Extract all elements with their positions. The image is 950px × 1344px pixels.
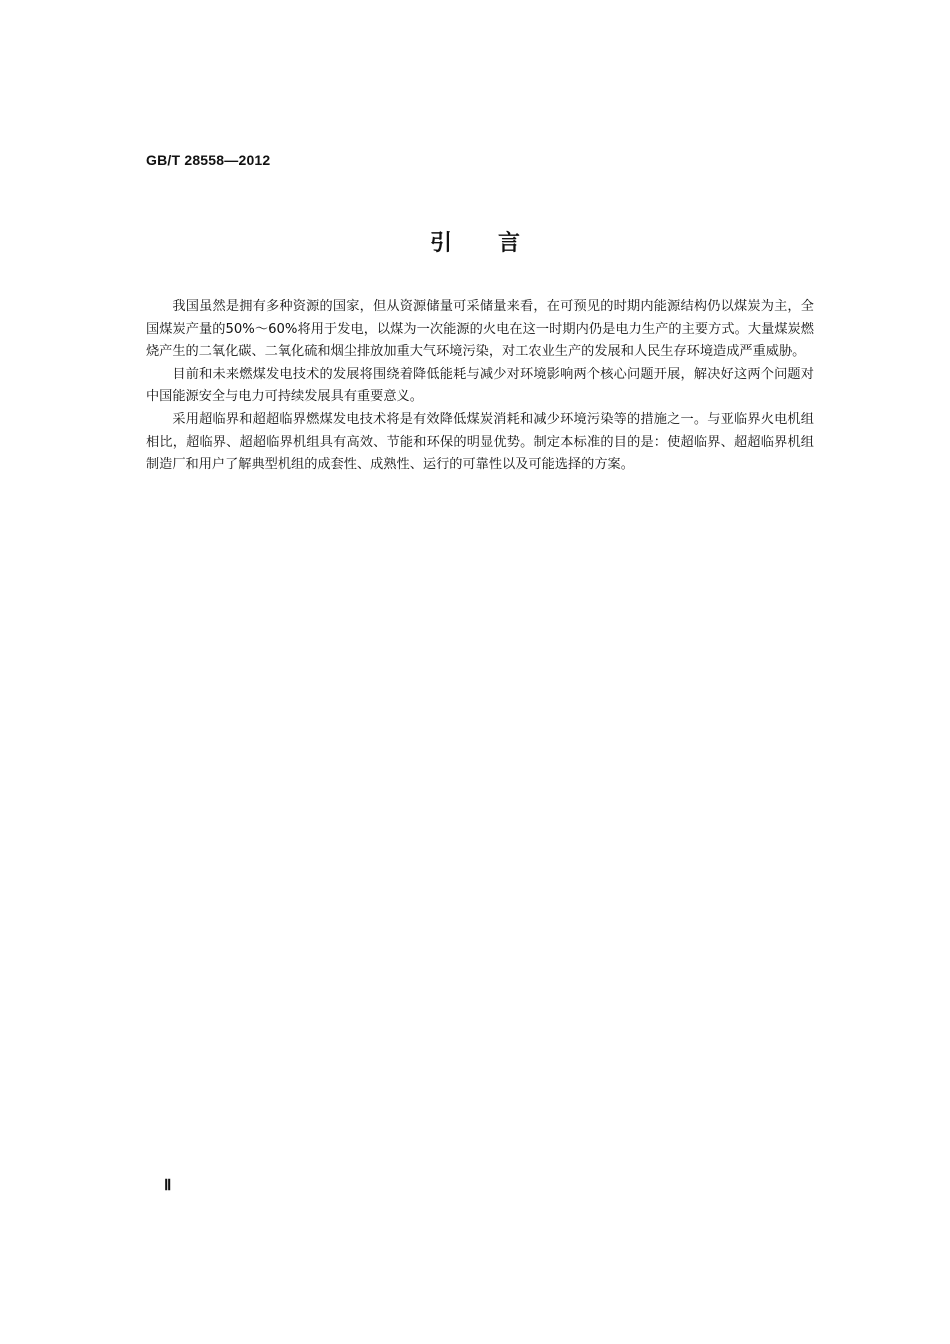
section-title: 引言: [429, 231, 566, 256]
paragraph-3: 采用超临界和超超临界燃煤发电技术将是有效降低煤炭消耗和减少环境污染等的措施之一。与亚临界火电机组相比，超临界、超超临界机组具有高效、节能和环保的明显优势。制定本标准的目的是：使超临界、超超临界机组制造厂和用户了解典型机组的成套性、成熟性、运行的可靠性以及可能选择的方案。: [146, 411, 814, 473]
paragraph-1: 我国虽然是拥有多种资源的国家，但从资源储量可采储量来看，在可预见的时期内能源结构仍以煤炭为主，全国煤炭产量的50%～60%将用于发电，以煤为一次能源的火电在这一时期内仍是电力生产的主要方式。大量煤炭燃烧产生的二氧化碳、二氧化硫和烟尘排放加重大气环境污染，对工农业生产的发展和人民生存环境造成严重威胁。: [146, 299, 814, 360]
body-text: [146, 296, 814, 477]
page-number: Ⅱ: [164, 1178, 172, 1194]
standard-code: GB/T 28558—2012: [146, 152, 271, 168]
paragraph-2: 目前和未来燃煤发电技术的发展将围绕着降低能耗与减少对环境影响两个核心问题开展，解决好这两个问题对中国能源安全与电力可持续发展具有重要意义。: [146, 366, 814, 405]
